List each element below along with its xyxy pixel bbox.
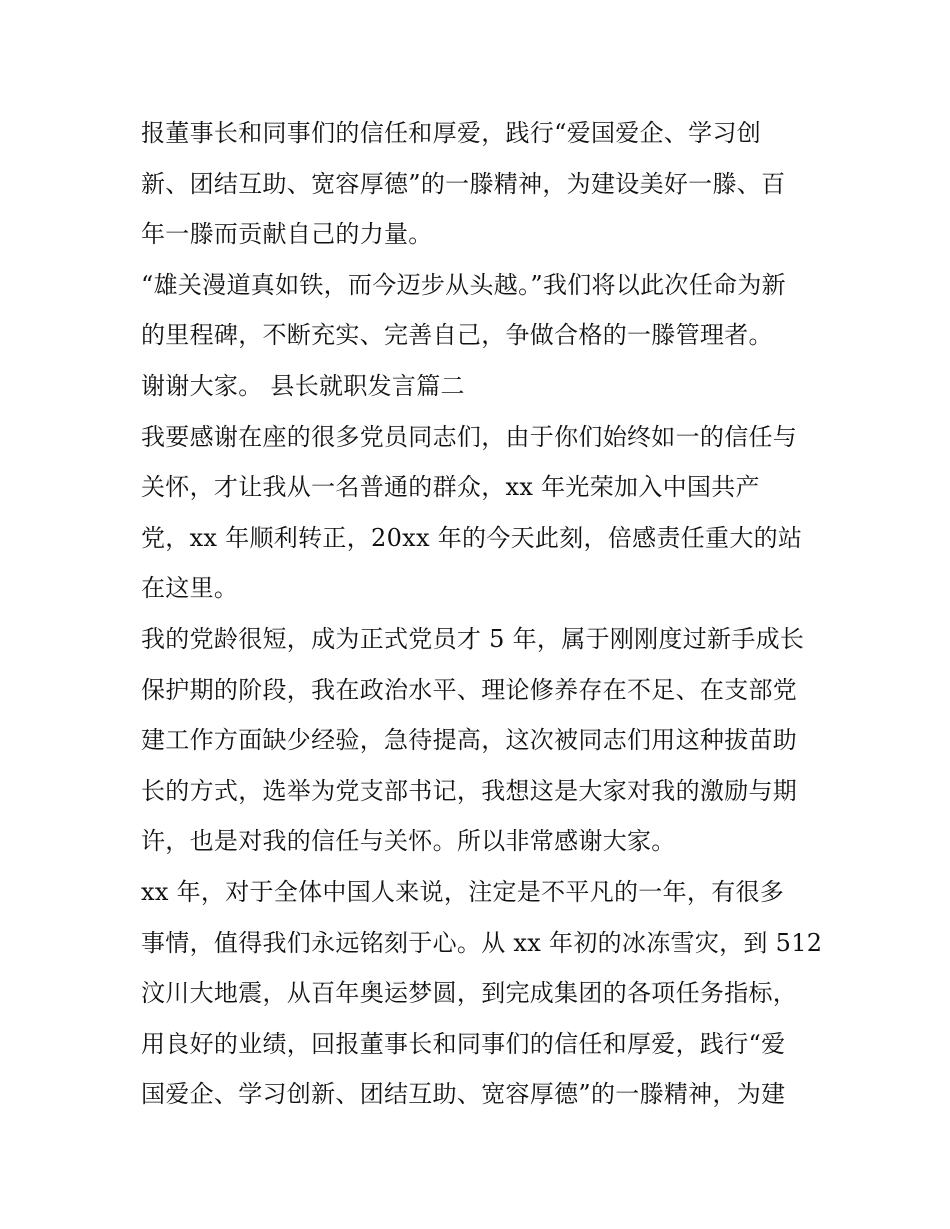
text-line: 新、团结互助、宽容厚德”的一滕精神，为建设美好一滕、百 [141, 169, 786, 198]
text-line: 年一滕而贡献自己的力量。 [141, 220, 433, 249]
text-line: 长的方式，选举为党支部书记，我想这是大家对我的激励与期 [141, 776, 798, 805]
text-line: 报董事长和同事们的信任和厚爱，践行“爱国爱企、学习创 [141, 119, 762, 147]
section-heading-line: 谢谢大家。 县长就职发言篇二 [141, 371, 465, 400]
text-line: xx 年，对于全体中国人来说，注定是不平凡的一年，有很多 [141, 877, 785, 906]
text-line: 保护期的阶段，我在政治水平、理论修养存在不足、在支部党 [141, 675, 798, 704]
text-line: “雄关漫道真如铁，而今迈步从头越。”我们将以此次任命为新 [141, 270, 786, 299]
text-line: 党，xx 年顺利转正，20xx 年的今天此刻，倍感责任重大的站 [141, 523, 803, 552]
text-line: 在这里。 [141, 574, 239, 603]
text-line: 我的党龄很短，成为正式党员才 5 年，属于刚刚度过新手成长 [141, 624, 805, 653]
text-line: 事情，值得我们永远铭刻于心。从 xx 年初的冰冻雪灾，到 512 [141, 928, 823, 957]
text-line: 汶川大地震，从百年奥运梦圆，到完成集团的各项任务指标， [141, 979, 798, 1008]
document-body [141, 108, 821, 1120]
text-line: 用良好的业绩，回报董事长和同事们的信任和厚爱，践行“爱 [141, 1029, 786, 1058]
text-line: 国爱企、学习创新、团结互助、宽容厚德”的一滕精神，为建 [141, 1080, 786, 1109]
text-line: 许，也是对我的信任与关怀。所以非常感谢大家。 [141, 827, 676, 856]
text-line: 的里程碑，不断充实、完善自己，争做合格的一滕管理者。 [141, 321, 773, 350]
text-line: 关怀，才让我从一名普通的群众，xx 年光荣加入中国共产 [141, 473, 760, 502]
text-line: 我要感谢在座的很多党员同志们，由于你们始终如一的信任与 [141, 422, 798, 451]
text-line: 建工作方面缺少经验，急待提高，这次被同志们用这种拔苗助 [141, 726, 798, 755]
